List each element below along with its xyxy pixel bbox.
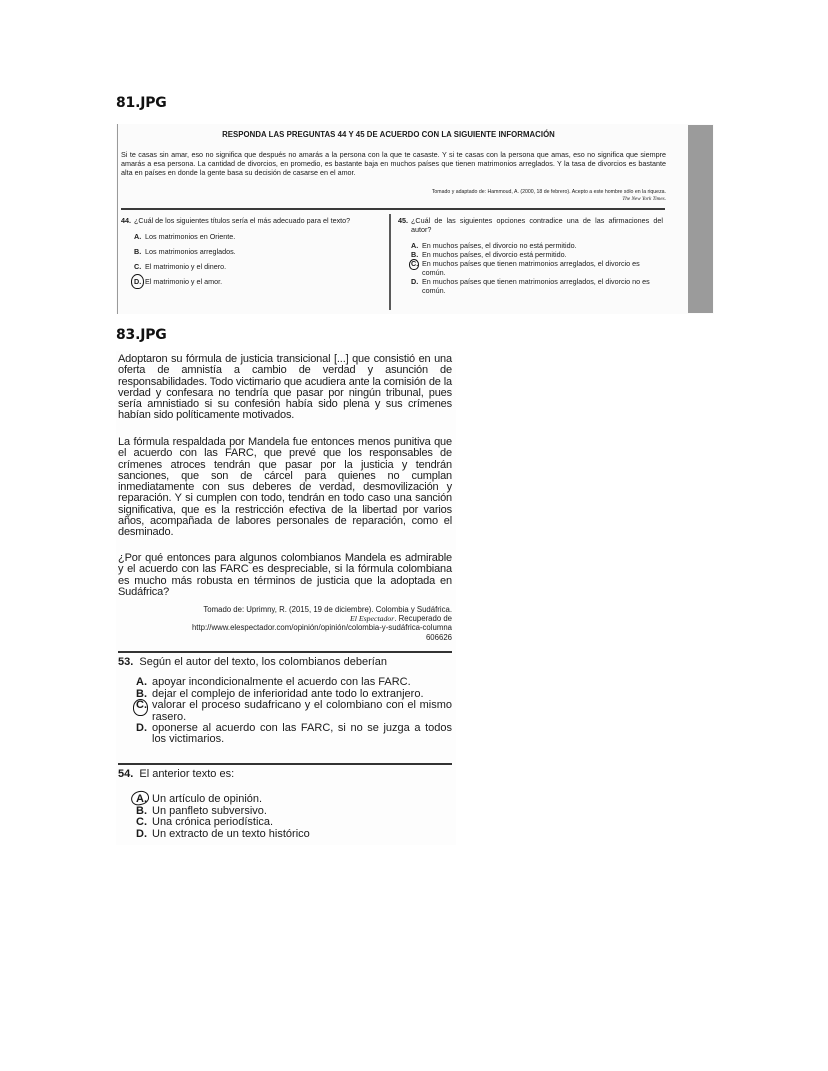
source-citation xyxy=(432,189,666,203)
passage-paragraph: La fórmula respaldada por Mandela fue entonces menos punitiva que el acuerdo con las FARC, que prevé que los responsables de crímenes atroces tendrán que pasar por la justicia y tendrán sanciones, que son de cárcel para quienes no cumplan inmediatamente con sus deberes de verdad, desmovilización y reparación. Y si cumplen con todo, tendrán en todo caso una sanción significativa, que es la restricción efectiva de la libertad por varios años, acompañada de labores personales de reparación, como el desminado. xyxy=(118,436,452,539)
question-number: 44. xyxy=(121,216,131,225)
scan-gray-margin-bar xyxy=(688,125,713,313)
question-stem xyxy=(121,216,383,225)
answer-options xyxy=(398,241,663,295)
question-number: 54. xyxy=(118,768,134,780)
question-stem xyxy=(118,657,452,668)
option-letter: B. xyxy=(136,687,147,700)
question-number: 53. xyxy=(118,656,134,668)
question-53 xyxy=(118,657,452,746)
horizontal-divider xyxy=(118,763,452,765)
option-letter: B. xyxy=(136,804,147,817)
option-text: dejar el complejo de inferioridad ante todo lo extranjero. xyxy=(152,687,424,700)
option-text: En muchos países que tienen matrimonios arreglados, el divorcio no es común. xyxy=(422,277,650,295)
option-letter: B. xyxy=(134,247,142,256)
reading-passage: Si te casas sin amar, eso no significa que después no amarás a la persona con la que te casaste. Y si te casas con la persona que amas, eso no significa que siempre amarás a esa persona. La cantidad de divorcios, en promedio, es bastante baja en muchos países que tienen matrimonios arreglados. Y la tasa de divorcios es bastante alta en países en donde la gente basa su decisión de casarse en el amor. xyxy=(121,150,666,177)
option-letter: D. xyxy=(136,722,147,735)
question-number: 45. xyxy=(398,216,408,225)
option-text: El matrimonio y el amor. xyxy=(145,277,223,286)
option-text: Los matrimonios arreglados. xyxy=(145,247,236,256)
handwritten-circle-mark xyxy=(131,274,144,289)
option-letter: A. xyxy=(136,676,147,689)
option-letter: B. xyxy=(411,250,419,259)
question-54 xyxy=(118,769,452,840)
option-text: oponerse al acuerdo con las FARC, si no se juzga a todos los victimarios. xyxy=(152,722,452,746)
citation-publication: El Espectador xyxy=(349,614,395,624)
option-text: En muchos países que tienen matrimonios arreglados, el divorcio es común. xyxy=(422,259,640,277)
option-a xyxy=(411,241,663,250)
citation-line: 606626 xyxy=(425,632,452,642)
option-text: apoyar incondicionalmente el acuerdo con las FARC. xyxy=(152,676,411,689)
option-letter: A. xyxy=(136,793,147,806)
question-stem xyxy=(118,769,452,780)
horizontal-divider xyxy=(121,208,665,210)
answer-options xyxy=(118,677,452,745)
question-stem xyxy=(398,216,663,234)
option-text: valorar el proceso sudafricano y el colombiano con el mismo rasero. xyxy=(152,699,452,723)
source-publication: The New York Times. xyxy=(622,196,666,202)
option-letter: D. xyxy=(136,827,147,840)
question-text: ¿Cuál de las siguientes opciones contradice una de las afirmaciones del autor? xyxy=(411,216,663,234)
option-d-marked xyxy=(134,277,383,286)
option-text: Un panfleto subversivo. xyxy=(152,804,267,817)
option-a xyxy=(134,232,383,241)
source-citation-line: Tomado y adaptado de: Hammoud, A. (2000, 18 de febrero). Acepto a este hombre sólo en la riqueza. xyxy=(431,189,666,195)
scan-edge-line xyxy=(117,124,118,314)
option-c xyxy=(134,262,383,271)
section-heading-83: 83.JPG xyxy=(116,327,167,343)
answer-options xyxy=(118,794,452,840)
option-letter: A. xyxy=(134,232,142,241)
handwritten-circle-mark xyxy=(409,259,419,270)
option-d xyxy=(136,723,452,746)
source-citation xyxy=(192,605,452,642)
scanned-image-81 xyxy=(116,124,714,314)
option-text: Un extracto de un texto histórico xyxy=(152,827,310,840)
option-text: Un artículo de opinión. xyxy=(152,793,263,806)
option-letter: D. xyxy=(411,277,419,286)
option-letter: D. xyxy=(134,277,142,286)
citation-line xyxy=(192,614,452,623)
option-text: Los matrimonios en Oriente. xyxy=(145,232,236,241)
question-text: El anterior texto es: xyxy=(139,768,235,780)
answer-options xyxy=(121,232,383,286)
question-44 xyxy=(121,216,383,292)
option-b xyxy=(134,247,383,256)
option-b xyxy=(411,250,663,259)
option-text: En muchos países, el divorcio no está permitido. xyxy=(422,241,577,250)
handwritten-circle-mark xyxy=(133,699,148,716)
option-letter: C. xyxy=(411,259,419,268)
horizontal-divider xyxy=(118,651,452,653)
option-text: El matrimonio y el dinero. xyxy=(145,262,227,271)
instructions-banner: RESPONDA LAS PREGUNTAS 44 Y 45 DE ACUERDO CON LA SIGUIENTE INFORMACIÓN xyxy=(222,130,555,139)
option-text: Una crónica periodística. xyxy=(152,816,274,829)
question-text: ¿Cuál de los siguientes títulos sería el más adecuado para el texto? xyxy=(134,216,351,225)
option-text: En muchos países, el divorcio está permitido. xyxy=(422,250,567,259)
option-d xyxy=(136,829,452,840)
option-letter: A. xyxy=(411,241,419,250)
option-c-marked xyxy=(136,700,452,723)
column-divider xyxy=(389,214,391,310)
option-c-marked xyxy=(411,259,663,277)
option-letter: C. xyxy=(134,262,142,271)
passage-paragraph: Adoptaron su fórmula de justicia transicional [...] que consistió en una oferta de amnistía a cambio de verdad y asunción de responsabilidades. Todo victimario que acudiera ante la comisión de la verdad y confesara no tendría que pasar por ningún tribunal, pues sería amnistiado si su confesión había sido plena y sus crímenes habían sido políticamente motivados. xyxy=(118,353,452,422)
passage-paragraph: ¿Por qué entonces para algunos colombianos Mandela es admirable y el acuerdo con las FARC es despreciable, si la fórmula colombiana es mucho más robusta en términos de justicia que la adoptada en Sudáfrica? xyxy=(118,552,452,598)
citation-text: . Recuperado de xyxy=(394,614,452,624)
question-text: Según el autor del texto, los colombianos deberían xyxy=(139,656,388,668)
section-heading-81: 81.JPG xyxy=(116,95,167,111)
citation-line: Tomado de: Uprimny, R. (2015, 19 de diciembre). Colombia y Sudáfrica. xyxy=(203,605,452,614)
scanned-image-83 xyxy=(116,351,456,845)
option-c xyxy=(136,817,452,828)
question-45 xyxy=(398,216,663,295)
citation-url: http://www.elespectador.com/opinión/opinión/colombia-y-sudáfrica-columna xyxy=(191,623,452,633)
option-letter: C. xyxy=(136,816,147,829)
option-d xyxy=(411,277,663,295)
option-letter: C. xyxy=(136,699,147,712)
